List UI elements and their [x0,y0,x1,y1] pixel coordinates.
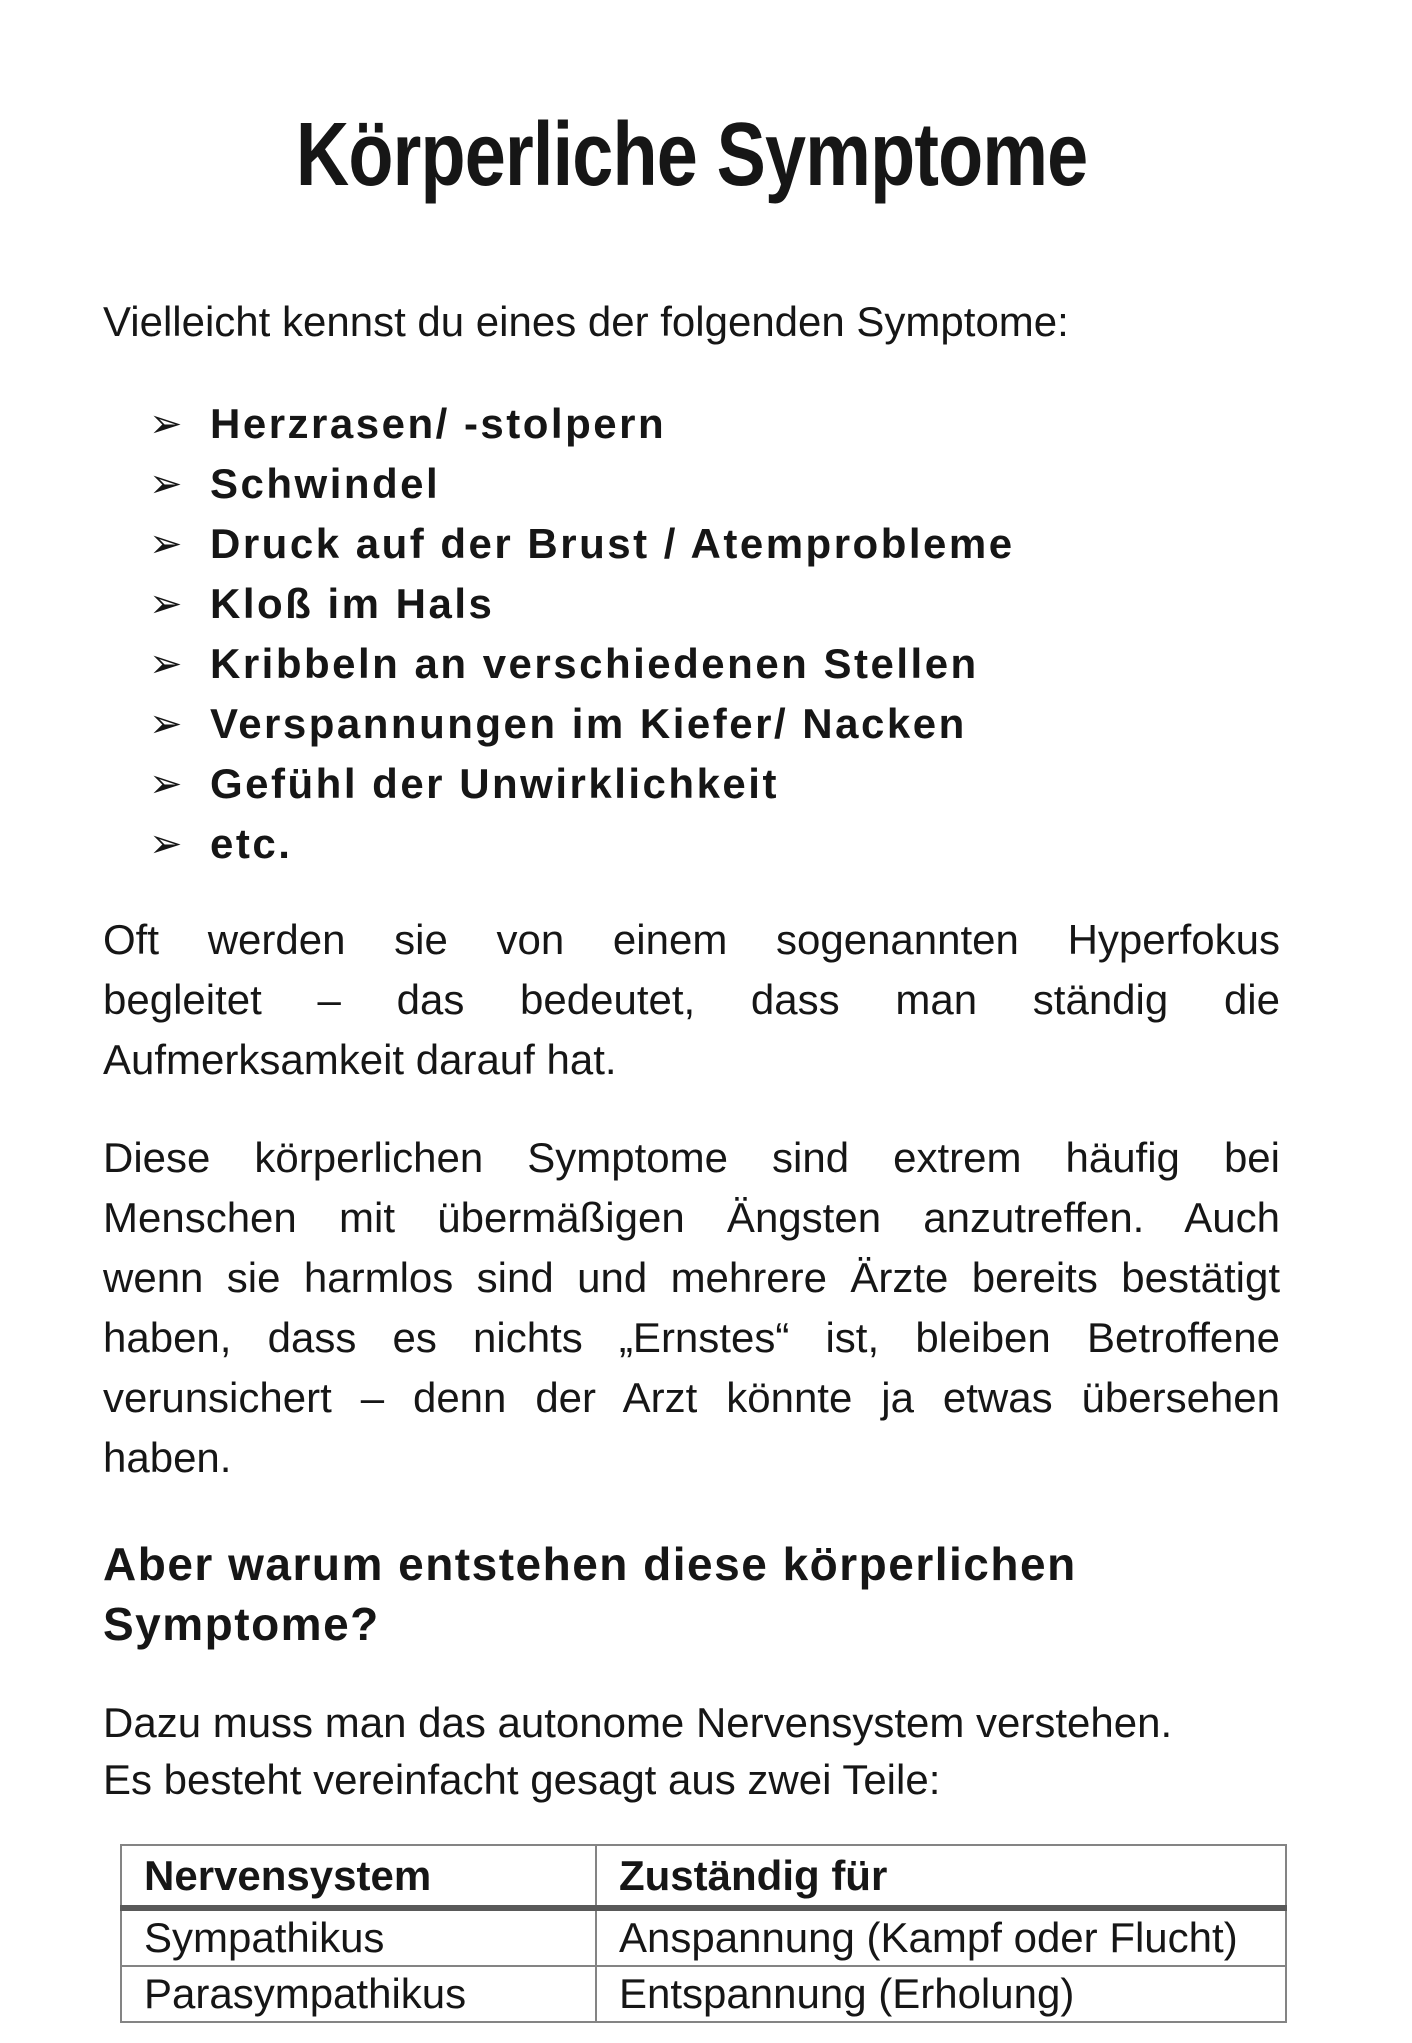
text-line: Symptome? [103,1598,380,1650]
symptom-label: Kloß im Hals [210,580,495,627]
symptom-item [103,454,1280,514]
text-line: haben. [103,1434,232,1481]
table-body [121,1908,1286,2022]
page-title [103,105,1280,205]
symptom-item [103,814,1280,874]
page-title-text: Körperliche Symptome [295,105,1088,205]
intro-paragraph: Vielleicht kennst du eines der folgenden Symptome: [103,298,1069,345]
table-cell: Parasympathikus [121,1966,596,2022]
symptom-item [103,754,1280,814]
arrow-bullet-icon: ➢ [149,642,183,686]
text-line: Es besteht vereinfacht gesagt aus zwei Teile: [103,1756,941,1803]
symptom-item [103,694,1280,754]
paragraph-symptoms-common [103,1128,1280,1488]
symptom-label: Schwindel [210,460,441,507]
text-line: begleitet – das bedeutet, dass man ständig die [103,976,1280,1023]
paragraph-hyperfokus [103,910,1280,1090]
symptom-label: Druck auf der Brust / Atemprobleme [210,520,1015,567]
text-line: Menschen mit übermäßigen Ängsten anzutreffen. Auch [103,1194,1280,1241]
question-heading [103,1534,1280,1654]
paragraph-nervous-system [103,1694,1280,1808]
arrow-bullet-icon: ➢ [149,462,183,506]
arrow-bullet-icon: ➢ [149,822,183,866]
text-line: verunsichert – denn der Arzt könnte ja etwas übersehen [103,1374,1280,1421]
table-header-cell: Zuständig für [596,1845,1286,1908]
nervous-system-table [120,1844,1287,2023]
symptom-label: etc. [210,820,293,867]
table-head [121,1845,1286,1908]
symptom-label: Kribbeln an verschiedenen Stellen [210,640,979,687]
symptom-label: Gefühl der Unwirklichkeit [210,760,779,807]
text-line: Dazu muss man das autonome Nervensystem verstehen. [103,1699,1173,1746]
table-row [121,1966,1286,2022]
symptom-item [103,514,1280,574]
symptom-item [103,394,1280,454]
text-line: haben, dass es nichts „Ernstes“ ist, bleiben Betroffene [103,1314,1280,1361]
symptom-item [103,634,1280,694]
table-cell: Sympathikus [121,1908,596,1966]
arrow-bullet-icon: ➢ [149,522,183,566]
table-cell: Anspannung (Kampf oder Flucht) [596,1908,1286,1966]
text-line: Oft werden sie von einem sogenannten Hyperfokus [103,916,1280,963]
text-line: wenn sie harmlos sind und mehrere Ärzte bereits bestätigt [103,1254,1280,1301]
arrow-bullet-icon: ➢ [149,702,183,746]
symptom-label: Verspannungen im Kiefer/ Nacken [210,700,967,747]
arrow-bullet-icon: ➢ [149,582,183,626]
text-line: Aber warum entstehen diese körperlichen [103,1538,1077,1590]
table-header-row [121,1845,1286,1908]
text-line: Aufmerksamkeit darauf hat. [103,1036,617,1083]
arrow-bullet-icon: ➢ [149,762,183,806]
text-line: Diese körperlichen Symptome sind extrem häufig bei [103,1134,1280,1181]
arrow-bullet-icon: ➢ [149,402,183,446]
symptom-item [103,574,1280,634]
table-cell: Entspannung (Erholung) [596,1966,1286,2022]
table-header-cell: Nervensystem [121,1845,596,1908]
symptom-label: Herzrasen/ -stolpern [210,400,667,447]
symptom-list [103,394,1280,874]
table-row [121,1908,1286,1966]
